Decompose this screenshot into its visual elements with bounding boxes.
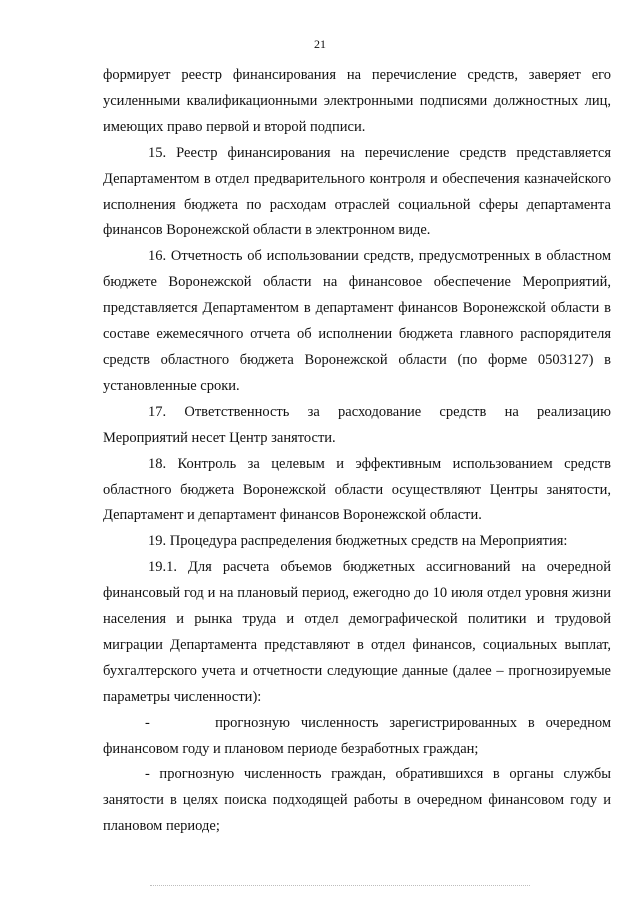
document-body bbox=[103, 63, 611, 840]
paragraph-19: 19. Процедура распределения бюджетных средств на Мероприятия: bbox=[148, 533, 568, 550]
list-item-job-seekers: - прогнозную численность граждан, обратившихся в органы службы занятости в целях поиска подходящей работы в очередном финансовом году и плановом периоде; bbox=[103, 766, 611, 835]
paragraph-18: 18. Контроль за целевым и эффективным использованием средств областного бюджета Воронежской области осуществляют Центры занятости, Департамент и департамент финансов Воронежской области. bbox=[103, 455, 611, 524]
list-item-registered-unemployed: - прогнозную численность зарегистрированных в очередном финансовом году и плановом периоде безработных граждан; bbox=[103, 714, 611, 757]
scan-artifact-line bbox=[150, 885, 530, 886]
paragraph-continuation: формирует реестр финансирования на перечисление средств, заверяет его усиленными квалификационными электронными подписями должностных лиц, имеющих право первой и второй подписи. bbox=[103, 67, 611, 135]
paragraph-19-1: 19.1. Для расчета объемов бюджетных ассигнований на очередной финансовый год и на плановый период, ежегодно до 10 июля отдел уровня жизни населения и рынка труда и отдел демографической политики и трудовой миграции Департамента представляют в отдел финансов, социальных выплат, бухгалтерского учета и отчетности следующие данные (далее – прогнозируемые параметры численности): bbox=[103, 559, 611, 705]
paragraph-15: 15. Реестр финансирования на перечисление средств представляется Департаментом в отдел предварительного контроля и обеспечения казначейского исполнения бюджета по расходам отраслей социальной сферы департамента финансов Воронежской области в электронном виде. bbox=[103, 144, 611, 239]
paragraph-17: 17. Ответственность за расходование средств на реализацию Мероприятий несет Центр занятости. bbox=[103, 403, 611, 446]
paragraph-16: 16. Отчетность об использовании средств, предусмотренных в областном бюджете Воронежской области на финансовое обеспечение Мероприятий, представляется Департаментом в департамент финансов Воронежской области в составе ежемесячного отчета об исполнении бюджета главного распорядителя средств областного бюджета Воронежской области (по форме 0503127) в установленные сроки. bbox=[103, 248, 611, 394]
page-number: 21 bbox=[314, 37, 326, 51]
